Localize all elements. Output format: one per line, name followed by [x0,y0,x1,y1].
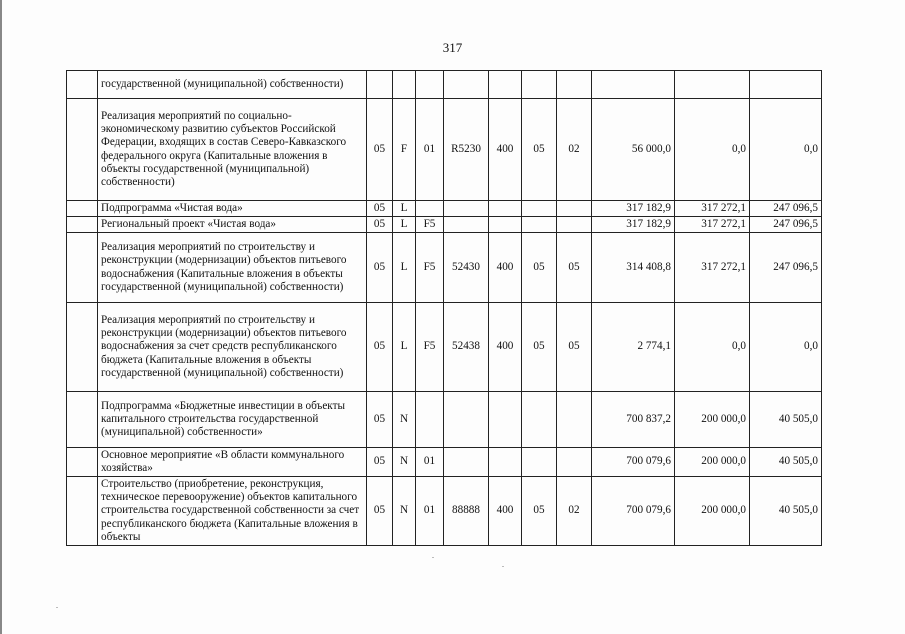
subsection-cell [557,201,592,217]
row-name-cell: Подпрограмма «Чистая вода» [98,201,367,217]
expense-type-cell: 400 [489,477,522,546]
group-code-cell: 05 [367,303,393,392]
section-cell: 05 [522,477,557,546]
direction-code-cell [416,392,444,448]
direction-code-cell: F5 [416,303,444,392]
scan-speck [432,557,434,558]
amount-cell-2: 317 272,1 [675,201,750,217]
direction-code-cell: F5 [416,233,444,303]
amount-cell-3: 0,0 [750,99,822,201]
amount-cell-3: 247 096,5 [750,201,822,217]
target-code-cell: 88888 [444,477,489,546]
amount-cell-3: 0,0 [750,303,822,392]
row-number-cell [67,477,98,546]
target-code-cell: R5230 [444,99,489,201]
table-row [67,71,822,99]
amount-cell-3 [750,71,822,99]
amount-cell-1: 2 774,1 [592,303,675,392]
amount-cell-1: 317 182,9 [592,217,675,233]
amount-cell-2: 0,0 [675,303,750,392]
table-row [67,448,822,477]
scan-speck [56,607,58,608]
subprogram-code-cell: N [393,448,416,477]
row-name-cell: Основное мероприятие «В области коммунального хозяйства» [98,448,367,477]
group-code-cell: 05 [367,201,393,217]
expense-type-cell [489,217,522,233]
row-name-cell: Строительство (приобретение, реконструкция, техническое перевооружение) объектов капитального строительства государственной собственности за счет республиканского бюджета (Капитальные вложения в объекты [98,477,367,546]
row-number-cell [67,392,98,448]
amount-cell-2: 200 000,0 [675,477,750,546]
scan-edge-line [0,0,2,634]
subsection-cell [557,217,592,233]
amount-cell-2: 317 272,1 [675,233,750,303]
table-row [67,233,822,303]
subsection-cell [557,448,592,477]
amount-cell-1: 317 182,9 [592,201,675,217]
group-code-cell: 05 [367,392,393,448]
amount-cell-1: 314 408,8 [592,233,675,303]
expense-type-cell: 400 [489,303,522,392]
amount-cell-3: 247 096,5 [750,217,822,233]
expense-type-cell [489,71,522,99]
amount-cell-1: 700 079,6 [592,448,675,477]
subsection-cell [557,71,592,99]
table-row [67,217,822,233]
target-code-cell [444,71,489,99]
amount-cell-1: 700 837,2 [592,392,675,448]
row-name-cell: государственной (муниципальной) собственности) [98,71,367,99]
amount-cell-2: 200 000,0 [675,448,750,477]
direction-code-cell: F5 [416,217,444,233]
table-row [67,201,822,217]
target-code-cell [444,217,489,233]
amount-cell-2: 0,0 [675,99,750,201]
row-number-cell [67,303,98,392]
target-code-cell [444,448,489,477]
target-code-cell: 52438 [444,303,489,392]
table-row [67,303,822,392]
row-name-cell: Подпрограмма «Бюджетные инвестиции в объекты капитального строительства государственной (муниципальной) собственности» [98,392,367,448]
amount-cell-3: 247 096,5 [750,233,822,303]
subprogram-code-cell: L [393,233,416,303]
subprogram-code-cell: L [393,303,416,392]
subsection-cell: 02 [557,477,592,546]
subprogram-code-cell: L [393,217,416,233]
section-cell [522,392,557,448]
subprogram-code-cell: F [393,99,416,201]
direction-code-cell: 01 [416,99,444,201]
direction-code-cell: 01 [416,477,444,546]
direction-code-cell: 01 [416,448,444,477]
section-cell [522,448,557,477]
section-cell [522,217,557,233]
row-number-cell [67,448,98,477]
row-number-cell [67,71,98,99]
target-code-cell [444,201,489,217]
subsection-cell: 05 [557,303,592,392]
target-code-cell: 52430 [444,233,489,303]
direction-code-cell [416,201,444,217]
group-code-cell: 05 [367,448,393,477]
budget-table-body [67,71,822,546]
section-cell: 05 [522,303,557,392]
row-number-cell [67,217,98,233]
section-cell: 05 [522,99,557,201]
direction-code-cell [416,71,444,99]
amount-cell-2: 200 000,0 [675,392,750,448]
subprogram-code-cell: L [393,201,416,217]
expense-type-cell: 400 [489,233,522,303]
expense-type-cell: 400 [489,99,522,201]
table-row [67,392,822,448]
amount-cell-2: 317 272,1 [675,217,750,233]
amount-cell-3: 40 505,0 [750,448,822,477]
table-row [67,477,822,546]
amount-cell-3: 40 505,0 [750,392,822,448]
section-cell [522,201,557,217]
budget-table [66,70,822,546]
group-code-cell: 05 [367,233,393,303]
row-name-cell: Реализация мероприятий по строительству и реконструкции (модернизации) объектов питьевого водоснабжения (Капитальные вложения в объекты государственной (муниципальной) собственности) [98,233,367,303]
section-cell [522,71,557,99]
amount-cell-1: 56 000,0 [592,99,675,201]
row-name-cell: Реализация мероприятий по строительству и реконструкции (модернизации) объектов питьевого водоснабжения за счет средств республиканского бюджета (Капитальные вложения в объекты государственной (муниципальной) собственности) [98,303,367,392]
subprogram-code-cell [393,71,416,99]
page-number: 317 [442,40,463,55]
section-cell: 05 [522,233,557,303]
row-number-cell [67,233,98,303]
group-code-cell: 05 [367,217,393,233]
expense-type-cell [489,392,522,448]
subsection-cell [557,392,592,448]
group-code-cell [367,71,393,99]
group-code-cell: 05 [367,99,393,201]
amount-cell-1: 700 079,6 [592,477,675,546]
expense-type-cell [489,448,522,477]
row-number-cell [67,99,98,201]
subsection-cell: 05 [557,233,592,303]
group-code-cell: 05 [367,477,393,546]
target-code-cell [444,392,489,448]
scan-speck [502,566,504,567]
amount-cell-1 [592,71,675,99]
amount-cell-3: 40 505,0 [750,477,822,546]
subprogram-code-cell: N [393,477,416,546]
row-name-cell: Реализация мероприятий по социально-экономическому развитию субъектов Российской Федерации, входящих в состав Северо-Кавказского федерального округа (Капитальные вложения в объекты государственной (муниципальной) собственности) [98,99,367,201]
expense-type-cell [489,201,522,217]
row-number-cell [67,201,98,217]
row-name-cell: Региональный проект «Чистая вода» [98,217,367,233]
amount-cell-2 [675,71,750,99]
subprogram-code-cell: N [393,392,416,448]
subsection-cell: 02 [557,99,592,201]
table-row [67,99,822,201]
